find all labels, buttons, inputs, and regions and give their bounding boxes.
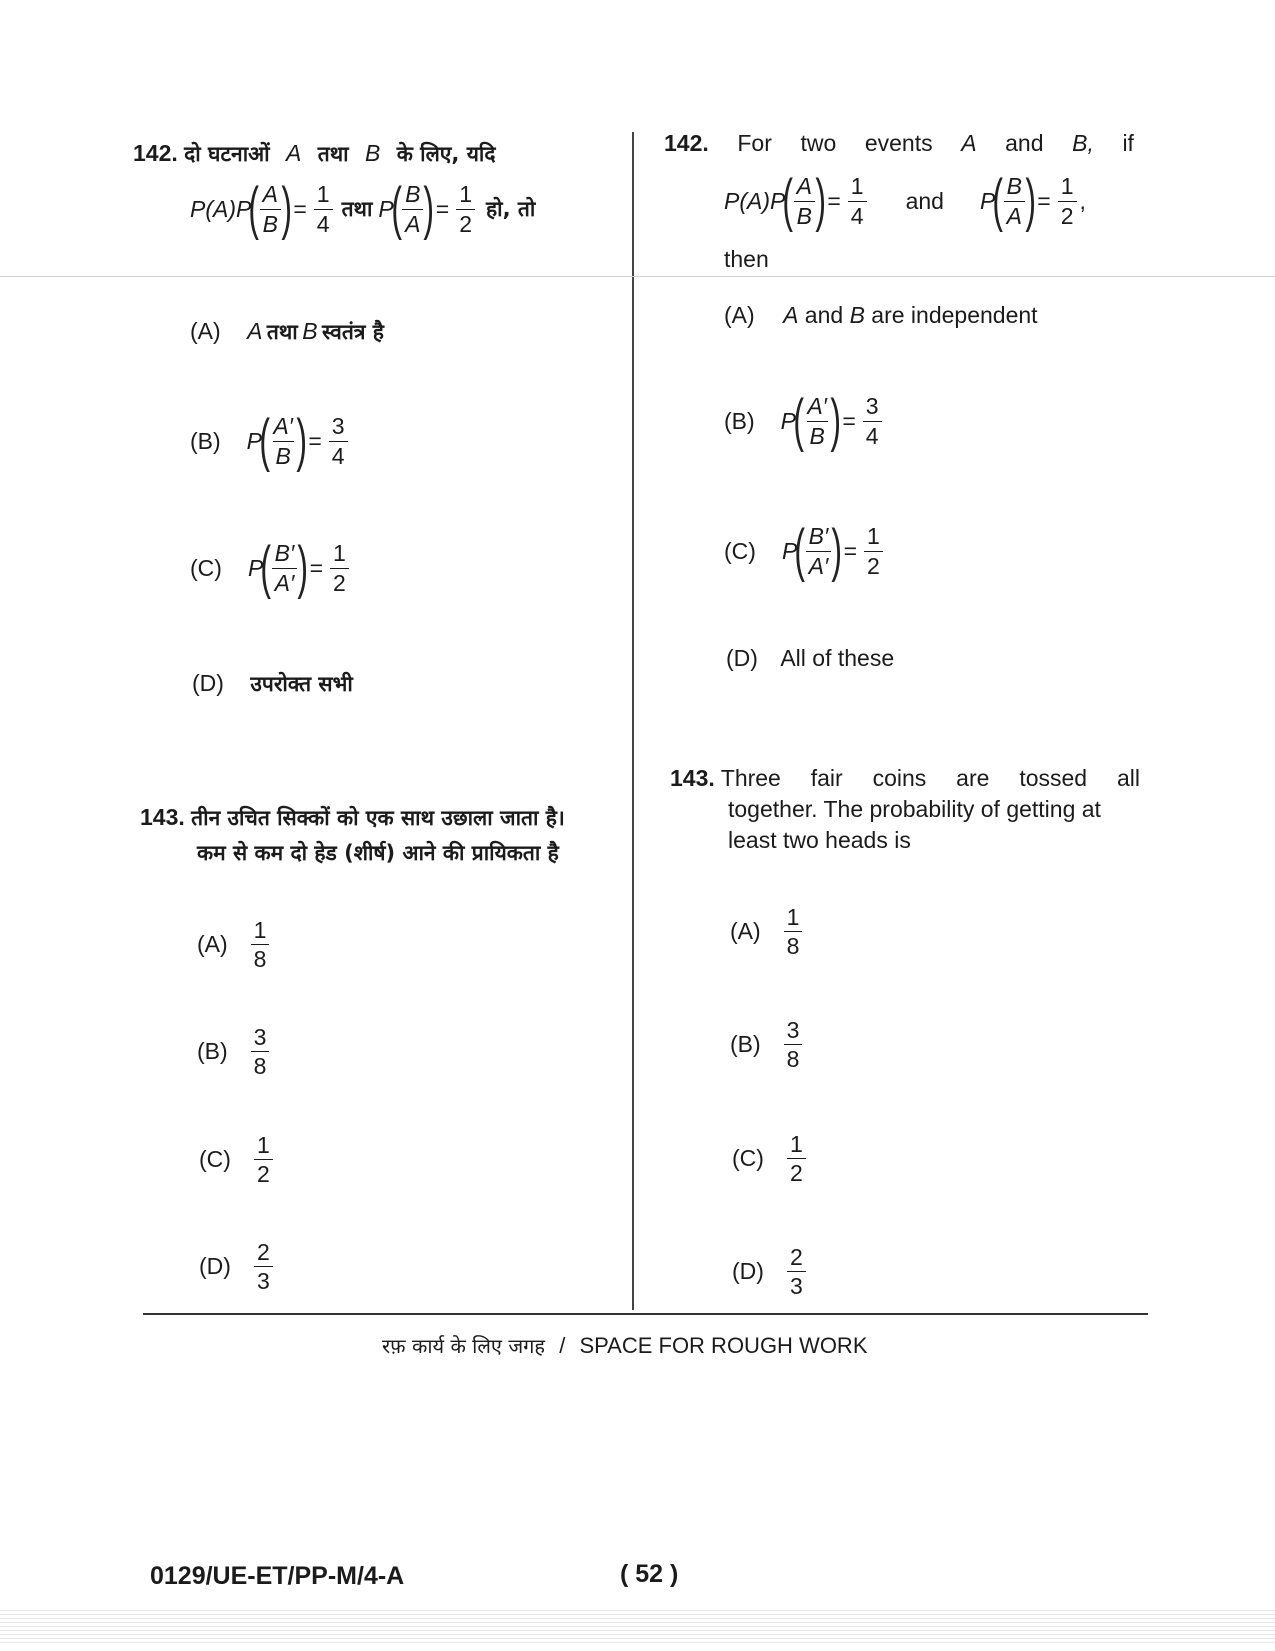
hi-q142-option-d[interactable]: (D) उपरोक्त सभी xyxy=(192,670,353,696)
hi-q142-option-c[interactable]: (C) P ( $\frac{B'}{A'}$ ) = $\frac{1}{2}$ xyxy=(190,539,352,597)
rough-work-label: रफ़ कार्य के लिए जगह / SPACE FOR ROUGH WORK xyxy=(382,1333,868,1358)
en-q142-then: then xyxy=(724,246,769,272)
hi-q143-option-a[interactable]: (A) $\frac{1}{8}$ xyxy=(197,918,272,971)
en-q143-option-a[interactable]: (A) $\frac{1}{8}$ xyxy=(730,905,805,958)
en-q143-option-b[interactable]: (B) $\frac{3}{8}$ xyxy=(730,1018,805,1071)
en-q143-line3: least two heads is xyxy=(728,827,911,853)
hi-q142-option-b[interactable]: (B) P ( $\frac{A'}{B}$ ) = $\frac{3}{4}$ xyxy=(190,412,351,470)
hi-q143-option-d[interactable]: (D) $\frac{2}{3}$ xyxy=(199,1240,276,1293)
hi-q142-option-a[interactable]: (A) A तथा B स्वतंत्र है xyxy=(190,318,384,344)
en-q143-option-c[interactable]: (C) $\frac{1}{2}$ xyxy=(732,1132,809,1185)
paper-code: 0129/UE-ET/PP-M/4-A xyxy=(150,1562,405,1590)
en-q142-option-a[interactable]: (A) A and B are independent xyxy=(724,302,1038,328)
en-q142-option-c[interactable]: (C) P ( $\frac{B'}{A'}$ ) = $\frac{1}{2}$ xyxy=(724,522,886,580)
scan-artifact-lines xyxy=(0,1610,1275,1646)
en-q143-line1: 143. Three fair coins are tossed all xyxy=(670,765,1140,791)
column-divider xyxy=(632,132,634,1310)
horizontal-rule-top xyxy=(0,276,1275,277)
en-q142-option-b[interactable]: (B) P ( $\frac{A'}{B}$ ) = $\frac{3}{4}$ xyxy=(724,392,885,450)
hi-q142-condition: P(A)P ( $\frac{A}{B}$ ) = $\frac{1}{4}$ तथा P ( $\frac{B}{A}$ ) = $\frac{1}{2}$ हो, तो xyxy=(190,176,536,241)
en-q142-condition: P(A)P ( $\frac{A}{B}$ ) = $\frac{1}{4}$ and P ( $\frac{B}{A}$ ) = $\frac{1}{2}$ , xyxy=(724,168,1086,233)
hi-q143-line2: कम से कम दो हेड (शीर्ष) आने की प्रायिकता है xyxy=(197,841,559,865)
en-q143-line2: together. The probability of getting at xyxy=(728,796,1101,822)
en-q142-option-d[interactable]: (D) All of these xyxy=(726,645,895,671)
horizontal-rule-bottom xyxy=(143,1313,1148,1315)
hi-q142-number: 142. xyxy=(133,140,178,166)
page-number: ( 52 ) xyxy=(620,1560,679,1588)
hi-q143-option-c[interactable]: (C) $\frac{1}{2}$ xyxy=(199,1133,276,1186)
hi-q143-option-b[interactable]: (B) $\frac{3}{8}$ xyxy=(197,1025,272,1078)
en-q143-option-d[interactable]: (D) $\frac{2}{3}$ xyxy=(732,1245,809,1298)
hi-q143-line1: 143. तीन उचित सिक्कों को एक साथ उछाला जाता है। xyxy=(140,804,565,830)
hi-q142-line1: 142. दो घटनाओं A तथा B के लिए, यदि xyxy=(133,140,496,166)
en-q142-line1: 142. For two events A and B, if xyxy=(664,130,1134,156)
